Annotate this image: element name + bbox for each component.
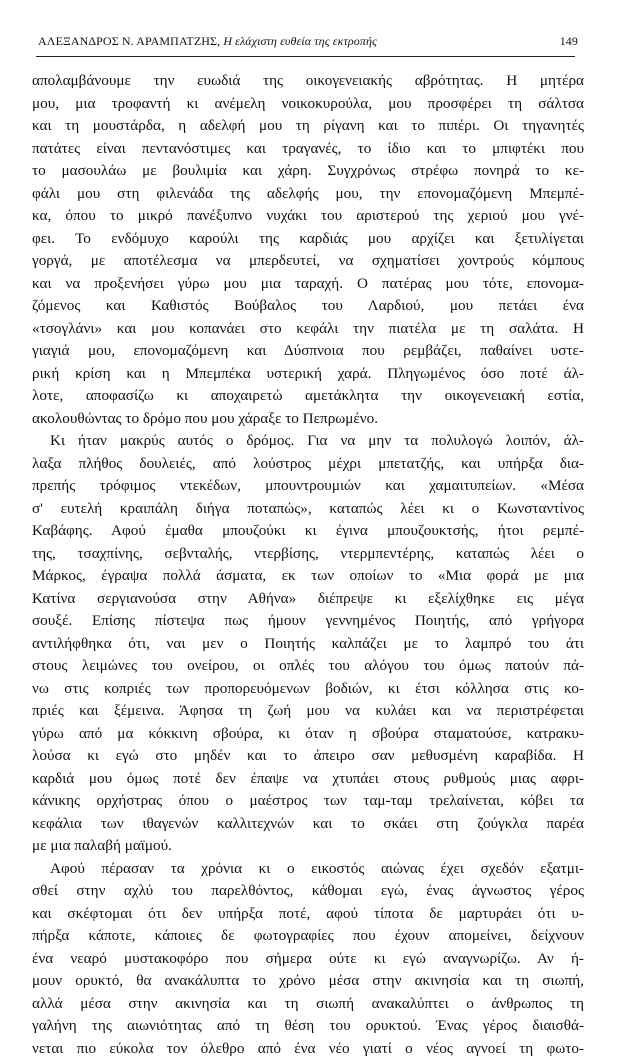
text-line: ζόμενος και Καθιστός Βούβαλος του Λαρδιού, μου πετάει ένα bbox=[32, 295, 584, 318]
text-line: φάλι μου στη φιλενάδα της αδελφής μου, την επονομαζόμενη Μπεμπέ- bbox=[32, 183, 584, 206]
text-line: Αφού πέρασαν τα χρόνια κι ο εικοστός αιώνας έχει σχεδόν εξατμι- bbox=[32, 858, 584, 881]
text-line: το μασουλάω με βουλιμία και χάρη. Συγχρόνως στρέφω πονηρά το κε- bbox=[32, 160, 584, 183]
text-line: Καβάφης. Αφού έμαθα μπουζούκι κι έγινα μπουζουκτσής, ήτοι ρεμπέ- bbox=[32, 520, 584, 543]
text-line: Κι ήταν μακρύς αυτός ο δρόμος. Για να μην τα πολυλογώ λοιπόν, άλ- bbox=[32, 430, 584, 453]
header-rule bbox=[36, 56, 575, 57]
text-line: γιαγιά μου, επονομαζόμενη και Δύσπνοια που ρεμβάζει, παθαίνει υστε- bbox=[32, 340, 584, 363]
text-line: της, τσαχπίνης, σεβνταλής, ντερβίσης, ντερμπεντέρης, καταπώς λέει ο bbox=[32, 543, 584, 566]
text-line: νω στις κοπριές των προπορευόμενων βοδιών, κι έτσι κόλλησα στις κο- bbox=[32, 678, 584, 701]
text-line: κάνικης ορχήστρας όπου ο μαέστρος των ταμ-ταμ τρελαίνεται, κόβει τα bbox=[32, 790, 584, 813]
page-body-text bbox=[32, 70, 584, 1060]
text-line: γαλήνη της αιωνιότητας από τη θέση του ορυκτού. Ένας γέρος διαισθά- bbox=[32, 1015, 584, 1038]
text-line: πρεπής τρόφιμος ντεκέδων, μπουντρουμιών και χαμαιτυπείων. «Μέσα bbox=[32, 475, 584, 498]
text-line: και να προξενήσει γύρω μου μια ταραχή. Ο πατέρας μου τότε, επονομα- bbox=[32, 273, 584, 296]
header-author: ΑΛΕΞΑΝΔΡΟΣ Ν. ΑΡΑΜΠΑΤΖΗΣ, bbox=[38, 34, 220, 48]
text-line: γύρω από μα κόκκινη σβούρα, κι όταν η σβούρα σταματούσε, κατρακυ- bbox=[32, 723, 584, 746]
text-line: και σκέφτομαι ότι δεν υπήρξα ποτέ, αφού τίποτα δε μαρτυράει ότι υ- bbox=[32, 903, 584, 926]
text-line: σ' ευτελή κραιπάλη διήγα ποταπώς», καταπώς λέει κι ο Κωνσταντίνος bbox=[32, 498, 584, 521]
text-line: κα, όπου το μικρό πανέξυπνο νυχάκι του αριστερού της χεριού μου γνέ- bbox=[32, 205, 584, 228]
page-number: 149 bbox=[560, 34, 578, 49]
paragraph bbox=[32, 70, 584, 430]
text-line: με μια παλαβή μαϊμού. bbox=[32, 835, 584, 858]
text-line: πριές και ξέμεινα. Άφησα τη ζωή μου να κυλάει και να περιστρέφεται bbox=[32, 700, 584, 723]
text-line: σθεί στην αχλύ του παρελθόντος, κάθομαι εγώ, ένας άγνωστος γέρος bbox=[32, 880, 584, 903]
text-line: σουξέ. Επίσης πίστεψα πως ήμουν γεννημένος Ποιητής, από γρήγορα bbox=[32, 610, 584, 633]
text-line: καρδιά μου όμως ποτέ δεν έπαψε να χτυπάει στους ρυθμούς μιας αφρι- bbox=[32, 768, 584, 791]
text-line: πήρξα κάποτε, κάποιες δε φωτογραφίες που έχουν απομείνει, δείχνουν bbox=[32, 925, 584, 948]
text-line: φει. Το ενδόμυχο καρούλι της καρδιάς μου αρχίζει και ξετυλίγεται bbox=[32, 228, 584, 251]
text-line: και τη μουστάρδα, η αδελφή μου τη ρίγανη και το πιπέρι. Οι τηγανητές bbox=[32, 115, 584, 138]
text-line: ρική κρίση και η Μπεμπέκα υστερική χαρά. Πληγωμένος όσο ποτέ άλ- bbox=[32, 363, 584, 386]
text-line: αντιλήφθηκα ότι, ναι μεν ο Ποιητής καλπάζει με το λαμπρό του άτι bbox=[32, 633, 584, 656]
text-line: Μάρκος, έγραψα πολλά άσματα, εκ των οποίων το «Μια φορά με μια bbox=[32, 565, 584, 588]
text-line: λούσα κι εγώ στο μηδέν και το άπειρο σαν μεθυσμένη καραβίδα. Η bbox=[32, 745, 584, 768]
text-line: νεται πιο εύκολα τον όλεθρο από ένα νέο γιατί ο νέος αγνοεί τη φωτο- bbox=[32, 1038, 584, 1060]
text-line: μου, μια τροφαντή κι ανέμελη νοικοκυρούλα, μου προσφέρει τη σάλτσα bbox=[32, 93, 584, 116]
text-line: λοτε, αποφασίζω κι αποχαιρετώ αμετάκλητα την οικογενειακή εστία, bbox=[32, 385, 584, 408]
running-title bbox=[38, 34, 377, 49]
running-header bbox=[38, 34, 578, 52]
text-line: «τσογλάνι» και μου κοπανάει στο κεφάλι την πιατέλα με τη σαλάτα. Η bbox=[32, 318, 584, 341]
header-book-title: Η ελάχιστη ευθεία της εκτροπής bbox=[223, 34, 377, 48]
paragraph bbox=[32, 858, 584, 1060]
text-line: πατάτες είναι πεντανόστιμες και τραγανές, το ίδιο και το μπιφτέκι που bbox=[32, 138, 584, 161]
text-line: γοργά, με αποτέλεσμα να μπερδευτεί, να σχηματίσει χοντρούς κόμπους bbox=[32, 250, 584, 273]
text-line: λαξα πλήθος δουλειές, από λούστρος μέχρι μπετατζής, και υπήρξα δια- bbox=[32, 453, 584, 476]
text-line: ακολουθώντας το δρόμο που μου χάραξε το Πεπρωμένο. bbox=[32, 408, 584, 431]
paragraph bbox=[32, 430, 584, 858]
text-line: μουν ορυκτό, θα ανακάλυπτα το χρόνο μέσα στην ακινησία και τη σιωπή, bbox=[32, 970, 584, 993]
text-line: κεφάλια των ιθαγενών καλλιτεχνών και το σκάει στη ζούγκλα παρέα bbox=[32, 813, 584, 836]
text-line: απολαμβάνουμε την ευωδιά της οικογενειακής αβρότητας. Η μητέρα bbox=[32, 70, 584, 93]
text-line: Κατίνα σεργιανούσα στην Αθήνα» διέπρεψε κι εξελίχθηκε εις μέγα bbox=[32, 588, 584, 611]
text-line: ένα νεαρό μυστακοφόρο που σήμερα ούτε κι εγώ αναγνωρίζω. Αν ή- bbox=[32, 948, 584, 971]
text-line: στους λειμώνες του ονείρου, οι οπλές του αλόγου του όμως πατούν πά- bbox=[32, 655, 584, 678]
text-line: αλλά μέσα στην ακινησία και τη σιωπή ανακαλύπτει ο άνθρωπος τη bbox=[32, 993, 584, 1016]
